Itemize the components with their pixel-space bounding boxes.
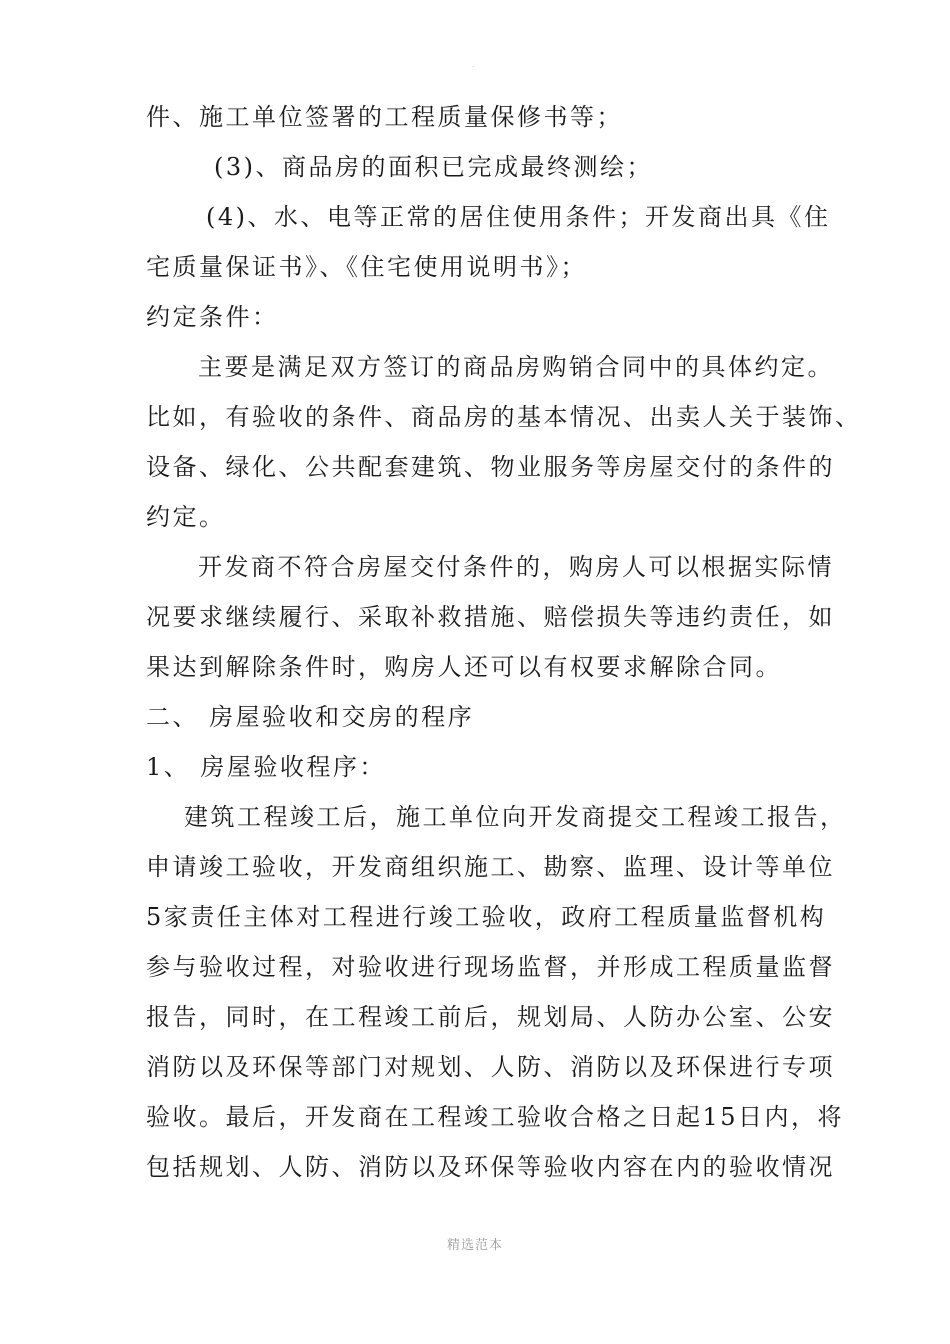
text-line: 验收。最后，开发商在工程竣工验收合格之日起15日内，将 [146,1103,845,1131]
page-footer: 精选范本 [446,1238,503,1253]
text-line: 况要求继续履行、采取补救措施、赔偿损失等违约责任，如 [146,603,835,631]
text-line: 建筑工程竣工后，施工单位向开发商提交工程竣工报告， [184,803,847,831]
text-line: 主要是满足双方签订的商品房购销合同中的具体约定。 [198,353,834,381]
text-line: 开发商不符合房屋交付条件的，购房人可以根据实际情 [198,553,834,581]
text-line: 件、施工单位签署的工程质量保修书等； [146,103,623,131]
text-line: (4)、水、电等正常的居住使用条件；开发商出具《住 [206,203,831,231]
text-line: (3)、商品房的面积已完成最终测绘； [214,153,653,181]
text-line: 比如，有验收的条件、商品房的基本情况、出卖人关于装饰、 [146,403,862,431]
text-line: 参与验收过程，对验收进行现场监督，并形成工程质量监督 [146,953,835,981]
text-line: 设备、绿化、公共配套建筑、物业服务等房屋交付的条件的 [146,453,835,481]
document-body [146,92,862,1192]
text-line: 果达到解除条件时，购房人还可以有权要求解除合同。 [146,653,782,681]
text-line: 5家责任主体对工程进行竣工验收，政府工程质量监督机构 [146,903,827,931]
text-line: 约定。 [146,503,226,531]
section-heading: 二、 房屋验收和交房的程序 [146,703,475,731]
text-line: 申请竣工验收，开发商组织施工、勘察、监理、设计等单位 [146,853,835,881]
section-label: 约定条件： [146,303,279,331]
subsection-heading: 1、 房屋验收程序： [146,753,386,781]
header-mark: . [472,60,475,69]
text-line: 包括规划、人防、消防以及环保等验收内容在内的验收情况 [146,1153,835,1181]
text-line: 消防以及环保等部门对规划、人防、消防以及环保进行专项 [146,1053,835,1081]
text-line: 宅质量保证书》、《住宅使用说明书》； [146,253,587,281]
text-line: 报告，同时，在工程竣工前后，规划局、人防办公室、公安 [146,1003,835,1031]
